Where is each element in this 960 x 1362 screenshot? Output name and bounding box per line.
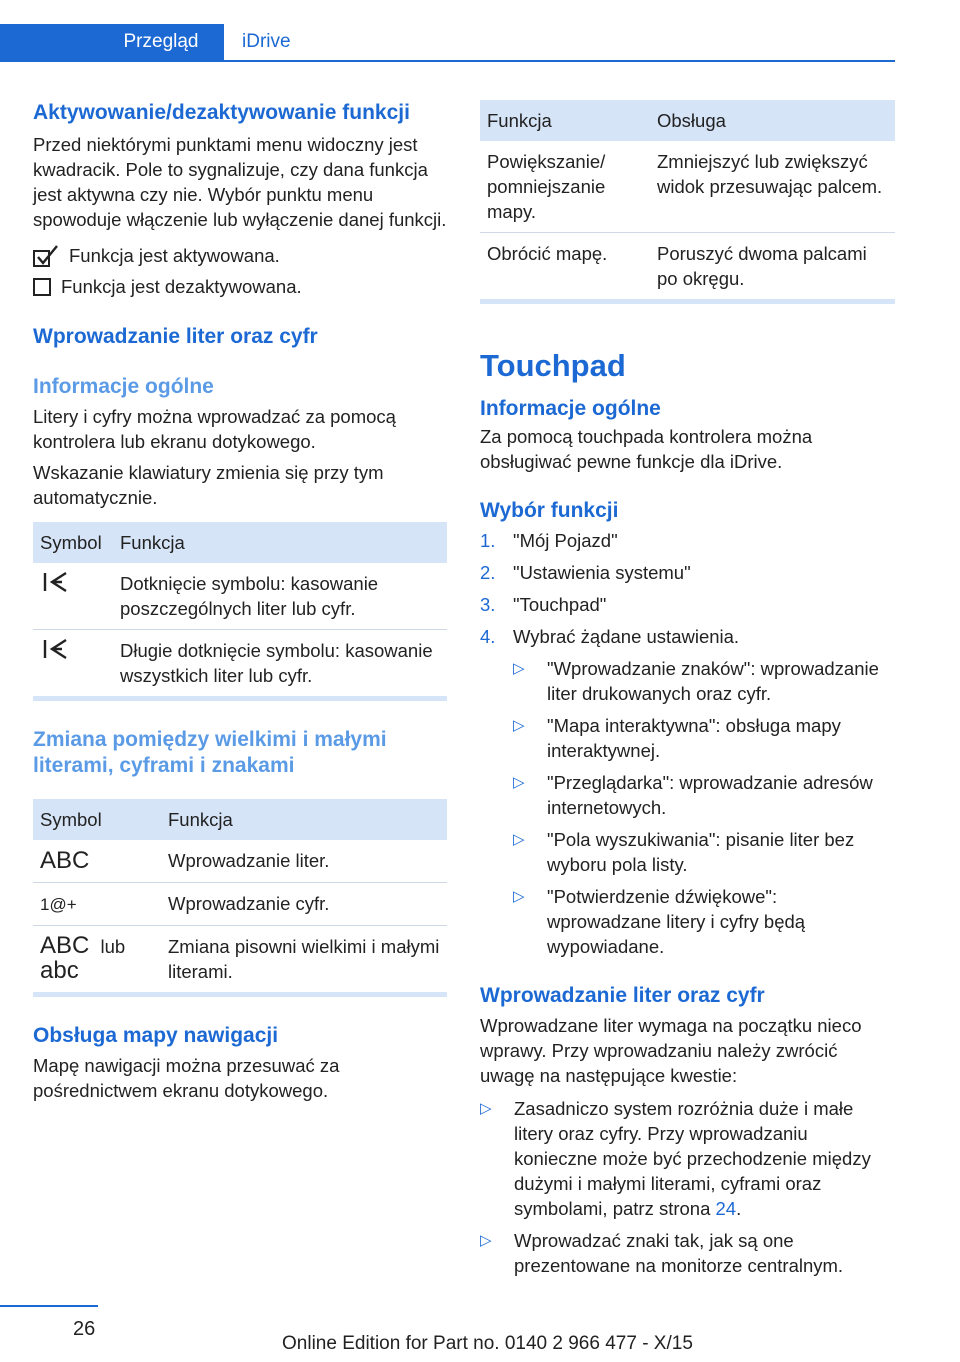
delete-arrow-icon xyxy=(33,630,113,697)
paragraph-general-1: Litery i cyfry można wprowadzać za pomocą kontrolera lub ekranu dotykowego. xyxy=(33,406,396,452)
legend-active xyxy=(33,240,447,271)
paragraph-general-2: Wskazanie klawiatury zmienia się przy tym automatycznie. xyxy=(33,462,384,508)
triangle-bullet-icon: ▷ xyxy=(480,1232,492,1249)
list-item: ▷ "Potwierdzenie dźwiękowe": wprowadzane litery i cyfry będą wypowiadane. xyxy=(513,886,806,957)
edition-note: Online Edition for Part no. 0140 2 966 477 - X/15 xyxy=(282,1333,693,1354)
list-item: 4. Wybrać żądane ustawienia. xyxy=(480,626,740,647)
heading-general: Informacje ogólne xyxy=(33,375,214,398)
legend-inactive-label: Funkcja jest dezaktywowana. xyxy=(61,276,302,297)
symbols-table-2 xyxy=(33,799,447,992)
checkbox-empty-icon xyxy=(33,278,51,296)
heading-select: Wybór funkcji xyxy=(480,499,619,522)
heading-input: Wprowadzanie liter oraz cyfr xyxy=(33,325,318,348)
list-item: ▷ "Przeglądarka": wprowadzanie adresów internetowych. xyxy=(513,772,873,818)
header-accent xyxy=(0,24,98,60)
heading-switch: Zmiana pomiędzy wielkimi i małymi literami, cyframi i znakami xyxy=(33,728,387,777)
triangle-bullet-icon: ▷ xyxy=(513,660,525,677)
table-cell: Długie dotknięcie symbolu: kasowanie wszystkich liter lub cyfr. xyxy=(120,640,433,686)
left-column xyxy=(33,100,447,1103)
heading-touchpad: Touchpad xyxy=(480,348,626,383)
header-bar xyxy=(0,24,895,62)
table-row xyxy=(33,563,447,630)
triangle-bullet-icon: ▷ xyxy=(513,774,525,791)
table-end-rule xyxy=(480,299,895,304)
list-item: ▷ "Wprowadzanie znaków": wprowadzanie liter drukowanych oraz cyfr. xyxy=(513,658,879,704)
page-number: 26 xyxy=(73,1318,96,1340)
list-item: 1. "Mój Pojazd" xyxy=(480,530,618,551)
checkbox-checked-icon xyxy=(33,245,59,267)
table-cell: Obrócić mapę. xyxy=(487,243,608,264)
table-row xyxy=(33,883,447,926)
right-column xyxy=(480,100,895,1278)
tab-idrive[interactable]: iDrive xyxy=(242,31,291,52)
table-header: Funkcja xyxy=(113,522,447,563)
triangle-bullet-icon: ▷ xyxy=(513,888,525,905)
paragraph-map: Mapę nawigacji można przesuwać za pośrednictwem ekranu dotykowego. xyxy=(33,1055,340,1101)
numbers-symbol: 1@+ xyxy=(33,883,161,926)
steps-list xyxy=(480,528,895,656)
table-cell: Wprowadzanie cyfr. xyxy=(161,883,447,926)
tab-overview[interactable]: Przegląd xyxy=(98,24,224,60)
legend-active-label: Funkcja jest aktywowana. xyxy=(69,245,280,266)
table-end-rule xyxy=(33,696,447,701)
list-item: 2. "Ustawienia systemu" xyxy=(480,562,691,583)
table-cell: Dotknięcie symbolu: kasowanie poszczególnych liter lub cyfr. xyxy=(113,563,447,630)
list-item: 3. "Touchpad" xyxy=(480,594,607,615)
case-toggle-symbol: ABC lub abc xyxy=(40,932,126,984)
table-header: Funkcja xyxy=(480,100,650,141)
legend-inactive xyxy=(33,271,447,302)
table-row xyxy=(33,630,447,697)
table-row xyxy=(33,840,447,883)
settings-list xyxy=(513,656,895,959)
table-row xyxy=(33,926,447,993)
list-item: ▷ "Mapa interaktywna": obsługa mapy interaktywnej. xyxy=(513,715,841,761)
symbols-table-1 xyxy=(33,522,447,696)
table-row xyxy=(480,233,895,300)
paragraph-input: Wprowadzane liter wymaga na początku nieco wprawy. Przy wprowadzaniu należy zwrócić uwagę na następujące kwestie: xyxy=(480,1015,862,1086)
heading-map: Obsługa mapy nawigacji xyxy=(33,1024,279,1047)
page-link[interactable]: 24 xyxy=(715,1198,737,1219)
checkbox-legend xyxy=(33,240,447,302)
table-row xyxy=(480,141,895,233)
triangle-bullet-icon: ▷ xyxy=(480,1100,492,1117)
paragraph-general: Za pomocą touchpada kontrolera można obsługiwać pewne funkcje dla iDrive. xyxy=(480,426,813,472)
table-header: Symbol xyxy=(33,799,161,840)
table-cell: Poruszyć dwoma palcami po okręgu. xyxy=(657,243,867,289)
table-header: Symbol xyxy=(33,522,113,563)
map-gestures-table xyxy=(480,100,895,299)
table-cell: Zmniejszyć lub zwiększyć widok przesuwając palcem. xyxy=(650,141,895,233)
list-item: ▷ "Pola wyszukiwania": pisanie liter bez wyboru pola listy. xyxy=(513,829,855,875)
triangle-bullet-icon: ▷ xyxy=(513,831,525,848)
heading-activate: Aktywowanie/dezaktywowanie funkcji xyxy=(33,101,410,124)
footer-rule xyxy=(0,1305,98,1307)
uppercase-symbol: ABC xyxy=(33,840,161,883)
table-header: Funkcja xyxy=(161,799,447,840)
table-cell: Powiększanie/ pomniejszanie mapy. xyxy=(480,141,650,233)
table-end-rule xyxy=(33,992,447,997)
table-cell: Zmiana pisowni wielkimi i małymi literami. xyxy=(168,936,440,982)
triangle-bullet-icon: ▷ xyxy=(513,717,525,734)
notes-list xyxy=(480,1096,895,1278)
table-cell: Wprowadzanie liter. xyxy=(161,840,447,883)
heading-general: Informacje ogólne xyxy=(480,397,661,420)
list-item: ▷ Zasadniczo system rozróżnia duże i małe litery oraz cyfry. Przy wprowadzaniu konieczne może być przechodzenie między dużymi i małymi literami, cyframi oraz symbolami, patrz strona 24. xyxy=(480,1098,871,1219)
heading-input: Wprowadzanie liter oraz cyfr xyxy=(480,984,765,1007)
delete-arrow-icon xyxy=(33,563,113,630)
table-header: Obsługa xyxy=(650,100,895,141)
paragraph-activate: Przed niektórymi punktami menu widoczny jest kwadracik. Pole to sygnalizuje, czy dana funkcja jest aktywna czy nie. Wybór punktu menu spowoduje włączenie lub wyłączenie danej funkcji. xyxy=(33,134,447,230)
list-item: ▷ Wprowadzać znaki tak, jak są one prezentowane na monitorze centralnym. xyxy=(480,1230,844,1276)
